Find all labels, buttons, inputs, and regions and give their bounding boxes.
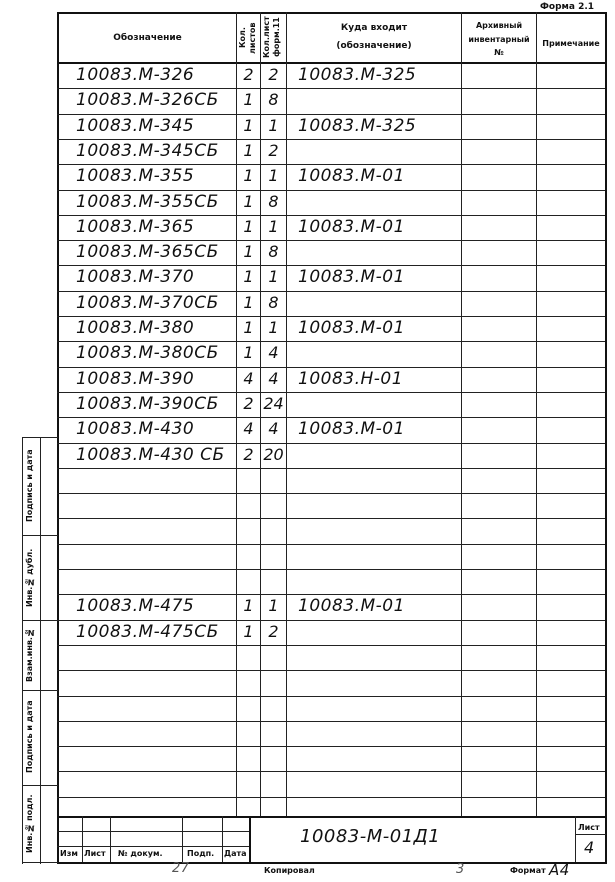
side-strip-top: [22, 437, 58, 438]
row-line: [57, 771, 605, 772]
row-qty-format: 1: [268, 217, 279, 236]
header-goes-into-sub: (обозначение): [336, 41, 412, 51]
row-designation: 10083.М-475СБ: [76, 622, 219, 642]
stamp-list: Лист: [84, 849, 106, 858]
row-designation: 10083.М-430 СБ: [76, 445, 225, 465]
row-designation: 10083.М-326: [76, 65, 195, 85]
row-line: [57, 392, 605, 393]
footer-kopiroval: Копировал: [264, 866, 315, 875]
footer-format-value: А4: [549, 861, 570, 879]
footer-scribble-left: 27: [172, 861, 190, 876]
row-line: [57, 417, 605, 418]
row-designation: 10083.М-365СБ: [76, 242, 219, 262]
stamp-podp: Подп.: [187, 849, 215, 858]
row-line: [57, 316, 605, 317]
row-qty-format: 2: [268, 622, 279, 641]
row-line: [57, 797, 605, 798]
stamp-sheet-sep: [575, 834, 606, 835]
side-label-podpis-2: Подпись и дата: [25, 700, 34, 774]
stamp-row-2: [57, 846, 249, 847]
stamp-sep-sheet: [575, 816, 576, 862]
side-label-podpis-1: Подпись и дата: [25, 449, 34, 523]
row-qty-sheets: 1: [243, 192, 254, 211]
row-qty-format: 24: [263, 394, 284, 413]
row-designation: 10083.М-345СБ: [76, 141, 219, 161]
row-qty-sheets: 1: [243, 242, 254, 261]
frame-bottom: [57, 862, 607, 864]
header-archive-3: №: [494, 48, 504, 57]
row-qty-format: 8: [268, 242, 279, 261]
row-qty-sheets: 1: [243, 293, 254, 312]
frame-top: [57, 12, 607, 14]
row-designation: 10083.М-355СБ: [76, 192, 219, 212]
side-label-vzam-inv: Взам.инв.№: [25, 628, 34, 682]
row-qty-sheets: 2: [243, 65, 254, 84]
stamp-sep-podp: [222, 816, 223, 862]
form-label: Форма 2.1: [540, 2, 595, 12]
row-qty-format: 1: [268, 318, 279, 337]
side-sep-2: [22, 620, 58, 621]
stamp-sep-dokum: [182, 816, 183, 862]
row-designation: 10083.М-390: [76, 369, 195, 389]
row-designation: 10083.М-370: [76, 267, 195, 287]
row-qty-format: 8: [268, 192, 279, 211]
row-designation: 10083.М-345: [76, 116, 195, 136]
row-goes-into: 10083.М-01: [298, 419, 405, 439]
row-qty-sheets: 1: [243, 116, 254, 135]
row-line: [57, 493, 605, 494]
stamp-top: [57, 816, 607, 818]
side-strip-bottom: [22, 862, 58, 863]
header-qty-format: Кол.лист форм.11: [262, 16, 281, 58]
row-qty-format: 1: [268, 166, 279, 185]
row-goes-into: 10083.М-01: [298, 267, 405, 287]
row-qty-sheets: 1: [243, 622, 254, 641]
header-archive-2: инвентарный: [468, 35, 530, 44]
row-line: [57, 544, 605, 545]
row-qty-sheets: 1: [243, 90, 254, 109]
stamp-izm: Изм: [60, 849, 78, 858]
header-archive-1: Архивный: [475, 21, 523, 30]
row-line: [57, 341, 605, 342]
row-qty-format: 1: [268, 267, 279, 286]
row-qty-sheets: 2: [243, 445, 254, 464]
row-designation: 10083.М-326СБ: [76, 90, 219, 110]
side-strip-inner: [40, 437, 41, 864]
row-qty-format: 1: [268, 116, 279, 135]
row-designation: 10083.М-475: [76, 596, 195, 616]
row-line: [57, 164, 605, 165]
row-line: [57, 696, 605, 697]
stamp-sep-izm: [82, 816, 83, 862]
row-qty-format: 8: [268, 293, 279, 312]
row-line: [57, 518, 605, 519]
frame-right: [605, 12, 607, 862]
row-line: [57, 114, 605, 115]
row-line: [57, 594, 605, 595]
stamp-doc-number: 10083-М-01Д1: [300, 826, 441, 847]
row-qty-sheets: 1: [243, 596, 254, 615]
header-notes: Примечание: [542, 39, 600, 48]
stamp-row-1: [57, 831, 249, 832]
row-designation: 10083.М-390СБ: [76, 394, 219, 414]
row-qty-format: 4: [268, 369, 279, 388]
row-qty-sheets: 1: [243, 318, 254, 337]
side-label-inv-podl: Инв.№ подл.: [25, 794, 34, 853]
side-sep-4: [22, 785, 58, 786]
side-sep-1: [22, 535, 58, 536]
row-line: [57, 139, 605, 140]
header-designation: Обозначение: [113, 33, 182, 43]
header-goes-into: Куда входит: [340, 23, 408, 33]
row-qty-format: 2: [268, 141, 279, 160]
row-line: [57, 620, 605, 621]
row-qty-format: 4: [268, 343, 279, 362]
row-goes-into: 10083.М-01: [298, 318, 405, 338]
row-line: [57, 240, 605, 241]
row-designation: 10083.М-430: [76, 419, 195, 439]
row-line: [57, 88, 605, 89]
row-goes-into: 10083.М-01: [298, 166, 405, 186]
row-line: [57, 645, 605, 646]
row-qty-sheets: 4: [243, 419, 254, 438]
side-sep-3: [22, 690, 58, 691]
row-line: [57, 468, 605, 469]
stamp-sheet-number: 4: [584, 838, 595, 857]
row-designation: 10083.М-380СБ: [76, 343, 219, 363]
row-goes-into: 10083.М-325: [298, 116, 417, 136]
row-line: [57, 443, 605, 444]
row-line: [57, 291, 605, 292]
side-label-inv-dubl: Инв.№ дубл.: [25, 548, 34, 608]
row-line: [57, 265, 605, 266]
row-line: [57, 367, 605, 368]
stamp-data: Дата: [224, 849, 247, 858]
header-bottom-line: [57, 62, 607, 64]
row-line: [57, 721, 605, 722]
row-line: [57, 215, 605, 216]
header-qty-sheets: Кол. листов: [238, 22, 257, 54]
row-qty-format: 20: [263, 445, 284, 464]
footer-scribble-mid: 3: [456, 862, 465, 877]
stamp-sep-list: [110, 816, 111, 862]
row-qty-sheets: 4: [243, 369, 254, 388]
row-designation: 10083.М-370СБ: [76, 293, 219, 313]
row-goes-into: 10083.М-325: [298, 65, 417, 85]
row-qty-format: 2: [268, 65, 279, 84]
stamp-sep-data: [249, 816, 251, 862]
row-designation: 10083.М-365: [76, 217, 195, 237]
row-qty-sheets: 1: [243, 166, 254, 185]
row-qty-sheets: 1: [243, 217, 254, 236]
row-qty-sheets: 1: [243, 267, 254, 286]
row-qty-sheets: 1: [243, 141, 254, 160]
row-qty-format: 1: [268, 596, 279, 615]
row-goes-into: 10083.Н-01: [298, 369, 404, 389]
stamp-sheet-label: Лист: [578, 823, 600, 832]
row-line: [57, 569, 605, 570]
row-line: [57, 670, 605, 671]
row-qty-sheets: 1: [243, 343, 254, 362]
row-qty-format: 4: [268, 419, 279, 438]
row-designation: 10083.М-380: [76, 318, 195, 338]
stamp-no-dokum: № докум.: [118, 849, 163, 858]
row-line: [57, 746, 605, 747]
side-strip-outer: [22, 437, 23, 864]
row-qty-format: 8: [268, 90, 279, 109]
row-line: [57, 190, 605, 191]
row-goes-into: 10083.М-01: [298, 217, 405, 237]
row-goes-into: 10083.М-01: [298, 596, 405, 616]
row-qty-sheets: 2: [243, 394, 254, 413]
row-designation: 10083.М-355: [76, 166, 195, 186]
footer-format-label: Формат: [510, 866, 546, 875]
